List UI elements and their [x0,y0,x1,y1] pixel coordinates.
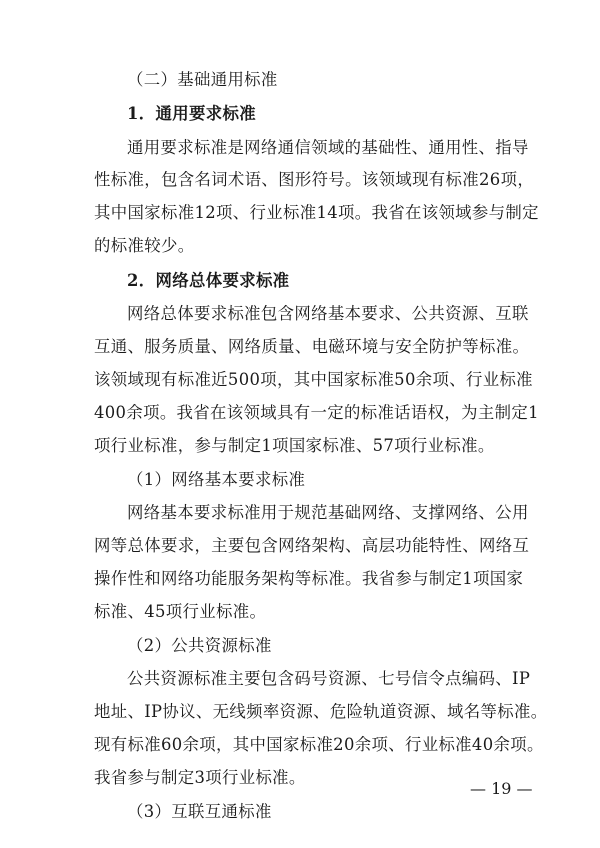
item-heading: （2）公共资源标准 [127,636,272,655]
item-heading: （1）网络基本要求标准 [127,470,306,489]
paragraph-line: 的标准较少。 [94,236,195,255]
paragraph-line: 网络总体要求标准包含网络基本要求、公共资源、互联 [127,304,529,323]
paragraph-line: 网等总体要求，主要包含网络架构、高层功能特性、网络互 [94,536,530,555]
paragraph-line: 400余项。我省在该领域具有一定的标准话语权，为主制定1 [94,403,539,422]
paragraph-line: 该领域现有标准近500项，其中国家标准50余项、行业标准 [94,370,533,389]
paragraph-line: 互通、服务质量、网络质量、电磁环境与安全防护等标准。 [94,337,530,356]
paragraph-line: 现有标准60余项，其中国家标准20余项、行业标准40余项。 [94,735,544,754]
paragraph-line: 标准、45项行业标准。 [94,602,267,621]
paragraph-line: 其中国家标准12项、行业标准14项。我省在该领域参与制定 [94,203,539,222]
paragraph-line: 性标准，包含名词术语、图形符号。该领域现有标准26项， [94,170,535,189]
paragraph-line: 我省参与制定3项行业标准。 [94,768,306,787]
item-heading: （3）互联互通标准 [127,802,272,821]
subsection-heading: 2．网络总体要求标准 [127,271,290,290]
subsection-heading: 1．通用要求标准 [127,104,256,123]
page-number: — 19 — [470,779,533,798]
section-heading: （二）基础通用标准 [127,70,278,89]
paragraph-line: 网络基本要求标准用于规范基础网络、支撑网络、公用 [127,503,529,522]
paragraph-line: 操作性和网络功能服务架构等标准。我省参与制定1项国家 [94,569,524,588]
paragraph-line: 项行业标准，参与制定1项国家标准、57项行业标准。 [94,436,495,455]
paragraph-line: 地址、IP协议、无线频率资源、危险轨道资源、域名等标准。 [94,702,548,721]
paragraph-line: 公共资源标准主要包含码号资源、七号信令点编码、IP [127,669,531,688]
paragraph-line: 通用要求标准是网络通信领域的基础性、通用性、指导 [127,138,529,157]
